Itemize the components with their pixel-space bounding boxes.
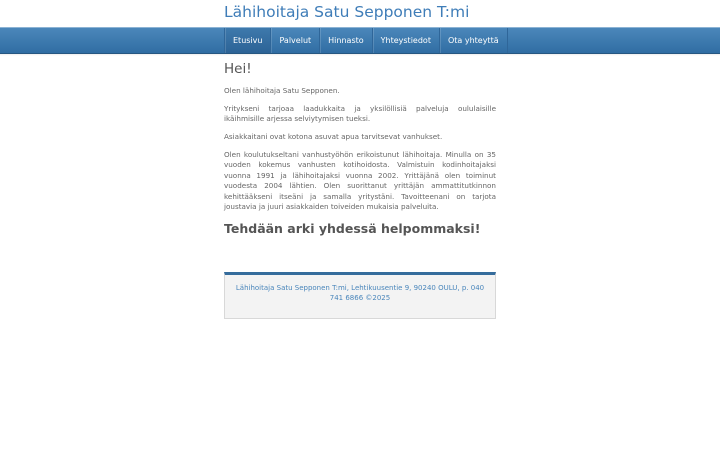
clients-paragraph: Asiakkaitani ovat kotona asuvat apua tarvitsevat vanhukset. <box>224 132 443 141</box>
background-paragraph: Olen koulutukseltani vanhustyöhön erikoistunut lähihoitaja. Minulla on 35 vuoden kokemus vanhusten kotihoidosta. Valmistuin kodinhoitajaksi vuonna 1991 ja lähihoitajaksi vuonna 2002. Yrittäjänä olen toiminut vuodesta 2004 lähtien. Olen suorittanut yrittäjän ammattitutkinnon kehittääkseni itseäni ja samalla yritystäni. Tavoitteenani on tarjota joustavia ja juuri asiakkaiden toiveiden mukaisia palveluita. <box>224 150 496 212</box>
slogan-heading: Tehdään arki yhdessä helpommaksi! <box>224 221 481 236</box>
nav-item-hinnasto[interactable]: Hinnasto <box>320 28 372 53</box>
main-content <box>224 60 496 236</box>
site-header <box>0 0 720 27</box>
nav-item-ota-yhteytta[interactable]: Ota yhteyttä <box>440 28 508 53</box>
nav-menu <box>224 28 508 53</box>
nav-item-etusivu[interactable]: Etusivu <box>225 28 271 53</box>
nav-item-yhteystiedot[interactable]: Yhteystiedot <box>373 28 440 53</box>
main-navigation <box>0 27 720 54</box>
site-footer <box>224 272 496 319</box>
nav-shadow <box>0 53 720 56</box>
footer-contact-text: Lähihoitaja Satu Sepponen T:mi, Lehtikuusentie 9, 90240 OULU, p. 040 741 6866 ©2025 <box>235 284 485 302</box>
nav-item-palvelut[interactable]: Palvelut <box>271 28 320 53</box>
page-heading: Hei! <box>224 61 252 77</box>
site-title[interactable]: Lähihoitaja Satu Sepponen T:mi <box>224 3 470 21</box>
services-paragraph: Yritykseni tarjoaa laadukkaita ja yksilöllisiä palveluja oululaisille ikäihmisille arjessa selviytymisen tueksi. <box>224 104 496 124</box>
intro-paragraph: Olen lähihoitaja Satu Sepponen. <box>224 86 340 95</box>
